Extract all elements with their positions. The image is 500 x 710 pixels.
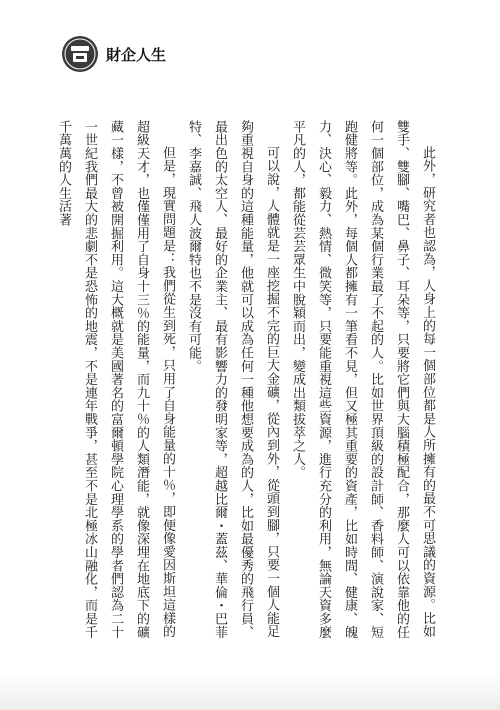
- paragraph-1: 此外，研究者也認為，人身上的每一個部位都是人所擁有的最不可思議的資源。比如雙手、雙腳、嘴巴、鼻子、耳朵等，只要將它們與大腦積極配合，那麼人可以依靠他的任何一個部位，成為某個行業最了不起的人。比如世界頂級的設計師、香料師、演說家、短跑健將等。此外，每個人都擁有一筆看不見，但又極其重要的資產，比如時間、健康、魄力、決心、毅力、熱情、微笑等，只要能重視這些資源，進行充分的利用，無論天資多麼平凡的人，都能從芸芸眾生中脫穎而出，變成出類拔萃之人。: [290, 120, 435, 639]
- page-footer-shade: [0, 675, 500, 710]
- vertical-body-text: [56, 120, 440, 640]
- series-title: 財企人生: [106, 45, 167, 64]
- page-header: [60, 34, 166, 74]
- seal-logo-icon: [60, 34, 100, 74]
- paragraph-2: 可以說，人體就是一座挖掘不完的巨大金礦，從內到外，從頭到腳，只要一個人能足夠重視自身的這種能量，他就可以成為任何一種他想要成為的人，比如最優秀的飛行員、最出色的太空人、最好的企業主、最有影響力的發明家等，超越比爾・蓋茲、華倫・巴菲特、李嘉誠、飛人波爾特也不是沒有可能。: [186, 120, 279, 639]
- paragraph-3: 但是，現實問題是：我們從生到死，只用了自身能量的十％，即便像愛因斯坦這樣的超級天才，也僅僅用了自身十三％的能量，而九十％的人類潛能，就像深埋在地底下的礦藏一樣，不曾被開掘利用。這大概就是美國著名的富爾頓學院心理學系的學者們認為二十一世紀我們最大的悲劇不是恐怖的地震，不是連年戰爭，甚至不是北極冰山融化，而是千千萬萬的人生活著: [56, 120, 175, 639]
